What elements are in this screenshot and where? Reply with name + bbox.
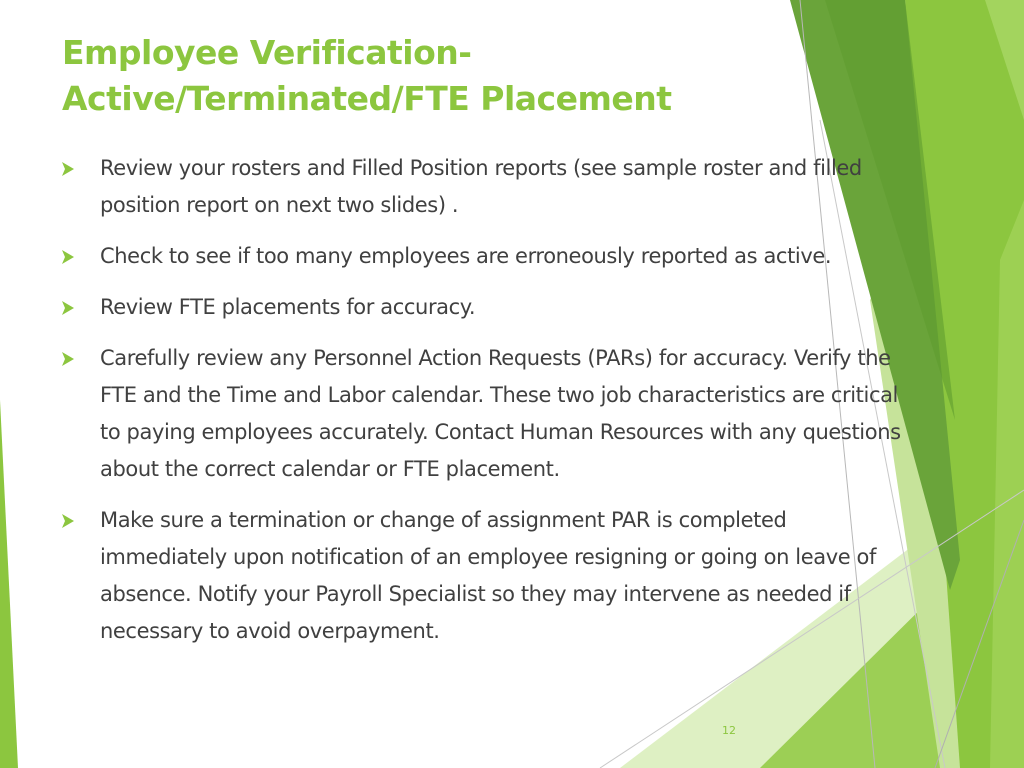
bullet-text: Carefully review any Personnel Action Requests (PARs) for accuracy. Verify the FTE and the Time and Labor calendar. These two job characteristics are critical to paying employees accurately. Contact Human Resources with any questions about the correct calendar or FTE placement. xyxy=(100,346,901,481)
bullet-text: Check to see if too many employees are erroneously reported as active. xyxy=(100,244,832,268)
arrow-bullet-icon xyxy=(62,514,74,528)
bullet-item xyxy=(62,502,912,650)
bullet-item xyxy=(62,150,912,224)
left-edge-shape xyxy=(0,400,18,768)
arrow-bullet-icon xyxy=(62,301,74,315)
bullet-text: Review FTE placements for accuracy. xyxy=(100,295,476,319)
bullet-item xyxy=(62,238,912,275)
bullet-item xyxy=(62,289,912,326)
bullet-item xyxy=(62,340,912,488)
bullet-text: Review your rosters and Filled Position reports (see sample roster and filled position report on next two slides) . xyxy=(100,156,862,217)
arrow-bullet-icon xyxy=(62,352,74,366)
slide-title-line-1: Employee Verification- xyxy=(62,33,472,72)
bullet-text: Make sure a termination or change of assignment PAR is completed immediately upon notification of an employee resigning or going on leave of absence. Notify your Payroll Specialist so they may intervene as needed if necessary to avoid overpayment. xyxy=(100,508,876,643)
arrow-bullet-icon xyxy=(62,162,74,176)
slide-title xyxy=(62,30,672,122)
bullet-list xyxy=(62,150,912,664)
arrow-bullet-icon xyxy=(62,250,74,264)
slide-title-line-2: Active/Terminated/FTE Placement xyxy=(62,79,672,118)
page-number: 12 xyxy=(722,724,736,737)
